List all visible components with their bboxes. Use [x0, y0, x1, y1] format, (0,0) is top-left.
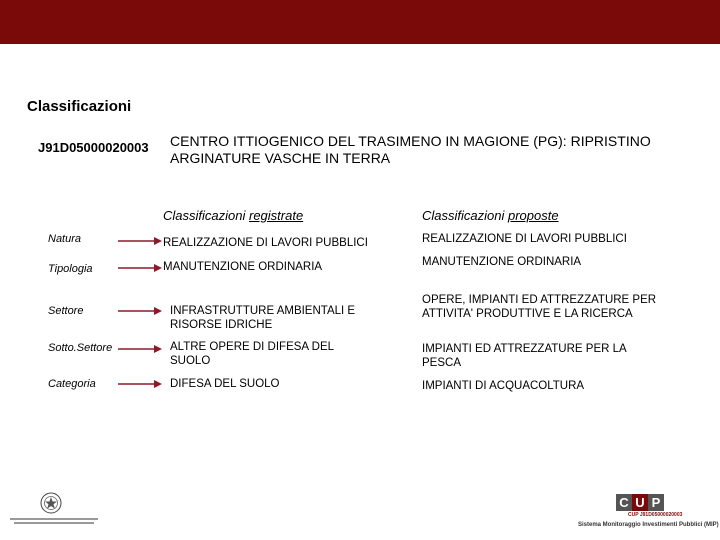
arrow-right-icon: [118, 345, 162, 353]
logo-letter-u: U: [632, 494, 648, 511]
arrow-right-icon: [118, 237, 162, 245]
registered-categoria: DIFESA DEL SUOLO: [170, 378, 280, 390]
arrow-right-icon: [118, 380, 162, 388]
registered-natura: REALIZZAZIONE DI LAVORI PUBBLICI: [163, 237, 368, 249]
top-banner: [0, 0, 720, 44]
proposed-categoria: IMPIANTI DI ACQUACOLTURA: [422, 380, 585, 392]
column-header-registered: [163, 208, 303, 223]
registered-sottosettore: ALTRE OPERE DI DIFESA DEL SUOLO: [170, 341, 334, 367]
proposed-natura: REALIZZAZIONE DI LAVORI PUBBLICI: [422, 233, 627, 245]
logo-code: CUP J91D05000020003: [628, 512, 683, 518]
column-header-proposed: [422, 208, 559, 223]
column-header-proposed-text: Classificazioni proposte: [422, 208, 559, 223]
project-code: J91D05000020003: [38, 140, 149, 155]
logo-letter-p: P: [648, 494, 664, 511]
row-label-natura: Natura: [48, 233, 82, 245]
arrow-right-icon: [118, 307, 162, 315]
proposed-settore: OPERE, IMPIANTI ED ATTREZZATURE PER ATTIVITA' PRODUTTIVE E LA RICERCA: [422, 294, 657, 320]
logo-letter-c: C: [616, 494, 632, 511]
proposed-sottosettore: IMPIANTI ED ATTREZZATURE PER LA PESCA: [422, 343, 627, 369]
registered-settore: INFRASTRUTTURE AMBIENTALI E RISORSE IDRICHE: [170, 305, 356, 331]
row-label-categoria: Categoria: [48, 378, 96, 390]
government-seal-icon: [40, 492, 62, 514]
row-label-tipologia: Tipologia: [48, 263, 93, 275]
cup-logo: [616, 494, 664, 512]
logo-tagline: Sistema Monitoraggio Investimenti Pubblici (MIP): [578, 522, 719, 528]
row-label-sottosettore: Sotto.Settore: [48, 342, 113, 354]
project-description: CENTRO ITTIOGENICO DEL TRASIMENO IN MAGIONE (PG): RIPRISTINO ARGINATURE VASCHE IN TERRA: [170, 133, 651, 166]
column-header-registered-text: Classificazioni registrate: [163, 208, 304, 223]
section-title: Classificazioni: [27, 98, 132, 115]
arrow-right-icon: [118, 264, 162, 272]
seal-caption: [10, 516, 98, 524]
proposed-tipologia: MANUTENZIONE ORDINARIA: [422, 256, 582, 268]
row-label-settore: Settore: [48, 305, 84, 317]
registered-tipologia: MANUTENZIONE ORDINARIA: [163, 261, 323, 273]
